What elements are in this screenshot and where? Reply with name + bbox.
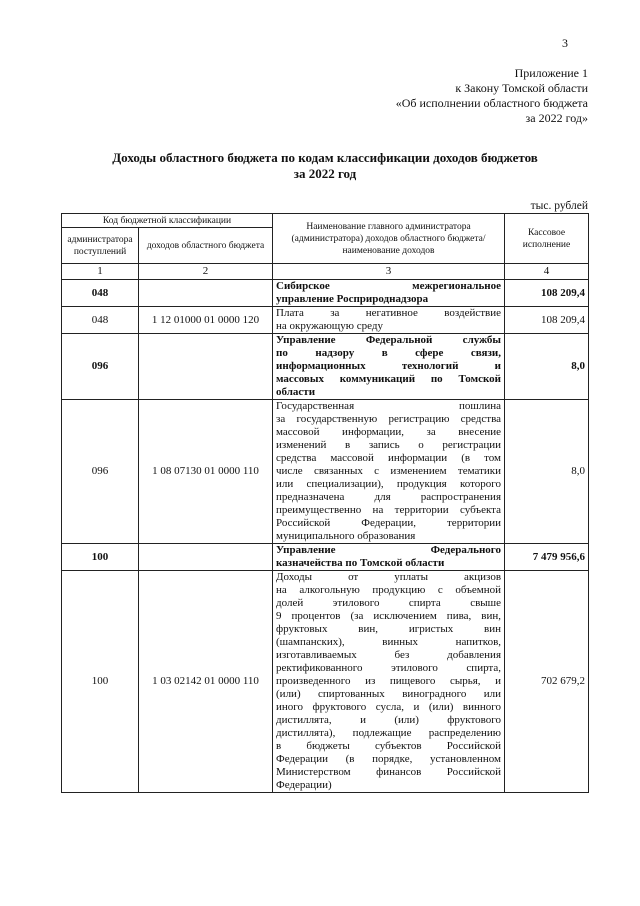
table-row: [62, 400, 589, 544]
header-code-group: Код бюджетной классификации: [62, 214, 273, 228]
appendix-line: «Об исполнении областного бюджета: [395, 96, 588, 110]
table-row: [62, 307, 589, 334]
title-line: Доходы областного бюджета по кодам классификации доходов бюджетов: [112, 150, 538, 165]
units-label: тыс. рублей: [530, 200, 588, 212]
name-line: Сибирское межрегиональное: [276, 280, 502, 292]
col-number: 4: [505, 264, 589, 280]
name-line: (шампанских), винных напитков,: [276, 636, 502, 648]
admin-code-cell: 100: [62, 544, 139, 571]
name-line: долей этилового спирта свыше: [276, 597, 502, 609]
name-line: или специализации), продукция которого: [276, 478, 502, 490]
income-name-cell: [273, 571, 505, 793]
header-amount: Кассовое исполнение: [505, 214, 589, 264]
admin-code-cell: 096: [62, 400, 139, 544]
table-row: [62, 571, 589, 793]
title-line: за 2022 год: [293, 166, 357, 181]
name-line: в бюджеты субъектов Российской: [276, 740, 502, 752]
name-line: Плата за негативное воздействие: [276, 307, 502, 319]
income-code-cell: [139, 544, 273, 571]
name-line: Управление Федеральной службы: [276, 334, 502, 346]
admin-code-cell: 048: [62, 280, 139, 307]
name-line: (или) спиртованных виноградного или: [276, 688, 502, 700]
table-row: [62, 544, 589, 571]
amount-cell: 8,0: [505, 400, 589, 544]
name-line: дистиллята), подлежащие распределению: [276, 727, 502, 739]
name-line: средства массовой информации (в том: [276, 452, 502, 464]
name-line: дистиллята, и (или) фруктового: [276, 714, 502, 726]
admin-code-cell: 048: [62, 307, 139, 334]
name-line: ректификованного этилового спирта,: [276, 662, 502, 674]
name-line: информационных технологий и: [276, 360, 502, 372]
income-name-cell: [273, 400, 505, 544]
name-line: Федерации (в порядке, установленном: [276, 753, 502, 765]
name-line: по надзору в сфере связи,: [276, 347, 502, 359]
income-table: [61, 213, 589, 793]
table-row: [62, 280, 589, 307]
document-title: [60, 150, 590, 182]
income-name-cell: [273, 280, 505, 307]
name-line: муниципального образования: [276, 530, 416, 542]
income-code-cell: [139, 280, 273, 307]
table-row: [62, 334, 589, 400]
name-line: фруктовых вин, игристых вин: [276, 623, 502, 635]
name-line: казначейства по Томской области: [276, 557, 445, 569]
name-line: Российской Федерации, территории: [276, 517, 502, 529]
name-line: за государственную регистрацию средства: [276, 413, 502, 425]
appendix-line: за 2022 год»: [525, 111, 588, 125]
appendix-note: [328, 66, 588, 126]
appendix-line: Приложение 1: [514, 66, 588, 80]
name-line: Государственная пошлина: [276, 400, 502, 412]
name-line: числе связанных с изменением тематики: [276, 465, 502, 477]
header-name: Наименование главного администратора (администратора) доходов областного бюджета/ наименование доходов: [273, 214, 505, 264]
amount-cell: 8,0: [505, 334, 589, 400]
income-name-cell: [273, 307, 505, 334]
amount-cell: 7 479 956,6: [505, 544, 589, 571]
name-line: иного фруктового сусла, и (или) винного: [276, 701, 502, 713]
name-line: изменений в запись о регистрации: [276, 439, 502, 451]
name-line: изготавливаемых без добавления: [276, 649, 502, 661]
income-code-cell: 1 08 07130 01 0000 110: [139, 400, 273, 544]
name-line: на алкогольную продукцию с объемной: [276, 584, 502, 596]
header-income: доходов областного бюджета: [139, 228, 273, 264]
col-number: 1: [62, 264, 139, 280]
income-code-cell: 1 12 01000 01 0000 120: [139, 307, 273, 334]
income-code-cell: [139, 334, 273, 400]
col-number: 2: [139, 264, 273, 280]
name-line: Управление Федерального: [276, 544, 502, 556]
admin-code-cell: 100: [62, 571, 139, 793]
header-admin: администратора поступлений: [62, 228, 139, 264]
name-line: произведенного из пищевого сырья, и: [276, 675, 502, 687]
name-line: области: [276, 386, 316, 398]
income-name-cell: [273, 544, 505, 571]
amount-cell: 702 679,2: [505, 571, 589, 793]
name-line: Министерством финансов Российской: [276, 766, 502, 778]
col-number: 3: [273, 264, 505, 280]
appendix-line: к Закону Томской области: [455, 81, 588, 95]
amount-cell: 108 209,4: [505, 307, 589, 334]
name-line: 9 процентов (за исключением пива, вин,: [276, 610, 502, 622]
name-line: преимущественно на территории субъекта: [276, 504, 502, 516]
name-line: массовых коммуникаций по Томской: [276, 373, 502, 385]
name-line: на окружающую среду: [276, 320, 383, 332]
amount-cell: 108 209,4: [505, 280, 589, 307]
name-line: управление Росприроднадзора: [276, 293, 429, 305]
name-line: массовой информации, за внесение: [276, 426, 502, 438]
name-line: Доходы от уплаты акцизов: [276, 571, 502, 583]
admin-code-cell: 096: [62, 334, 139, 400]
name-line: предназначена для распространения: [276, 491, 502, 503]
page-number: 3: [562, 36, 568, 50]
name-line: Федерации): [276, 779, 332, 791]
income-name-cell: [273, 334, 505, 400]
income-code-cell: 1 03 02142 01 0000 110: [139, 571, 273, 793]
